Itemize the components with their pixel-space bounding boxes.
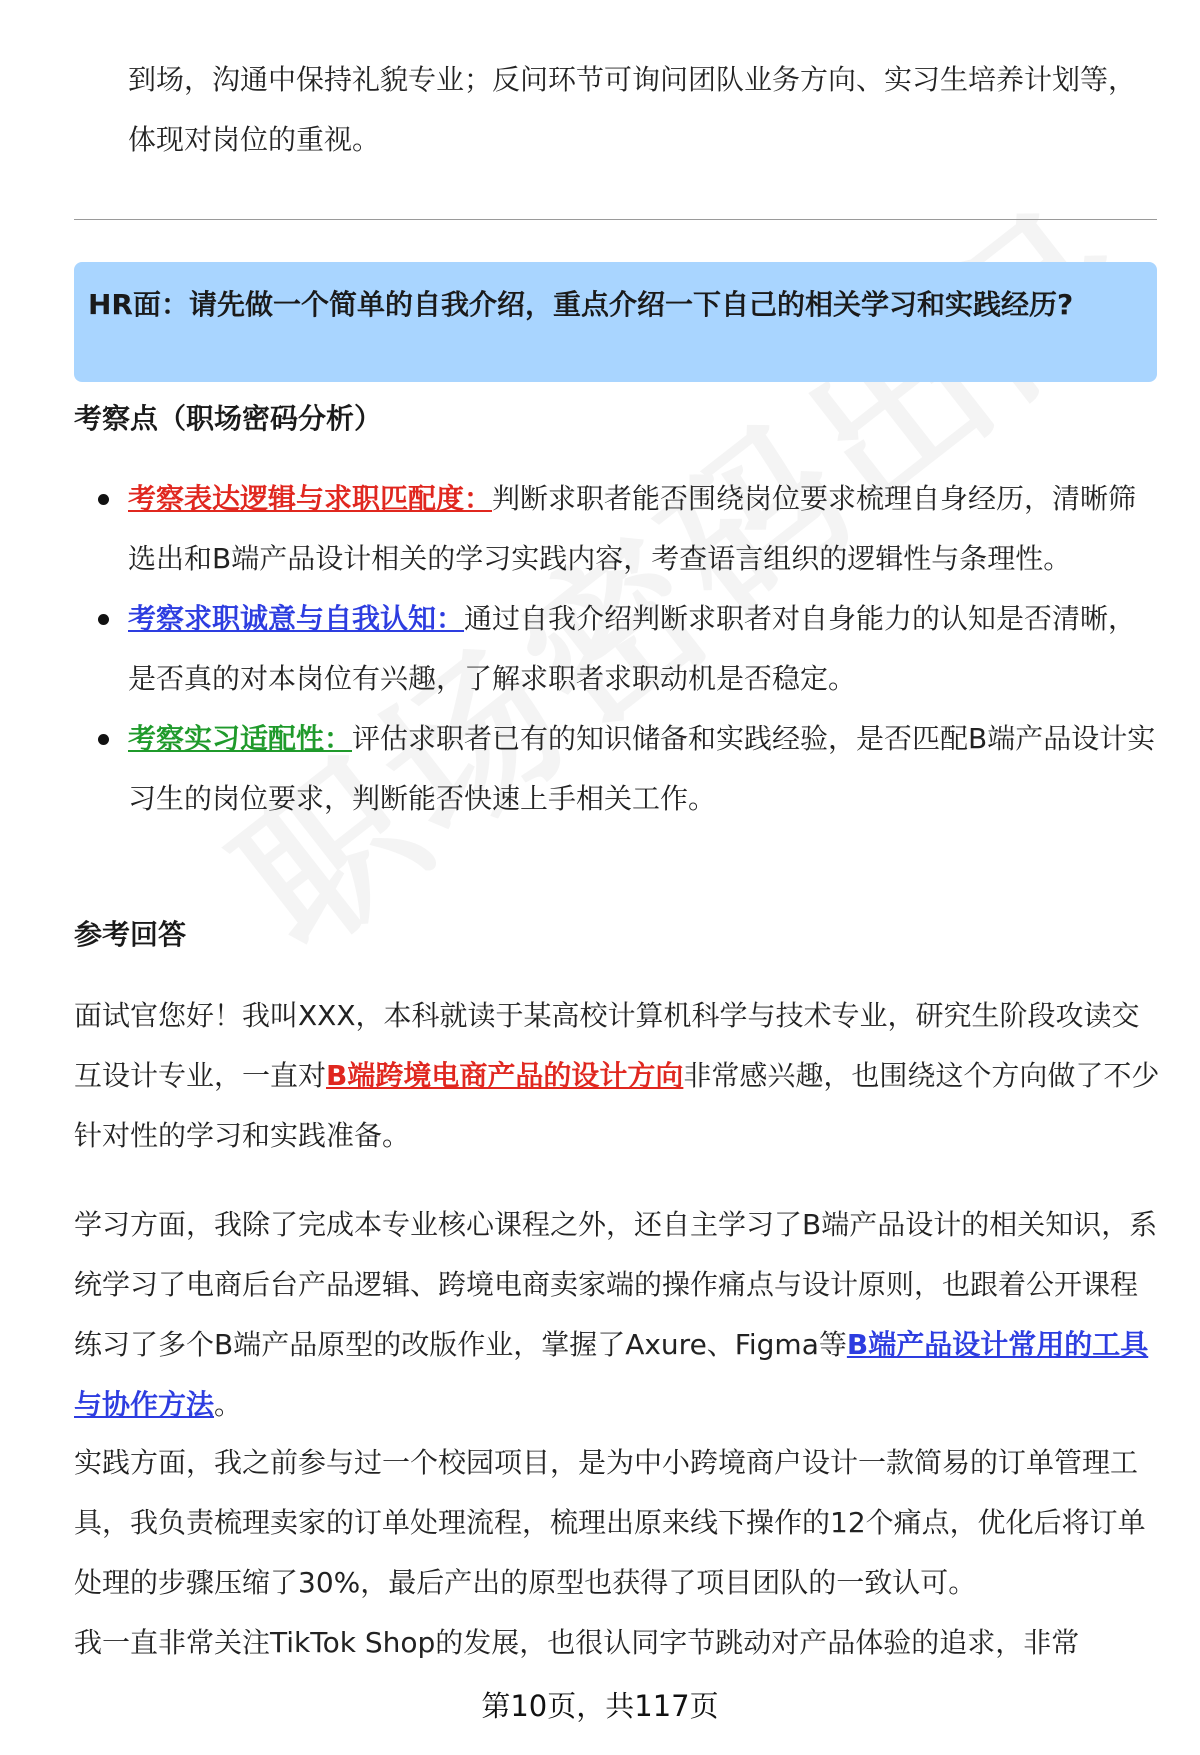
- answer-paragraph-practice: [74, 1433, 1164, 1673]
- list-item: [74, 469, 1159, 589]
- bullet-icon: [98, 734, 109, 745]
- answer-heading: 参考回答: [74, 918, 187, 951]
- answer-text: 我一直非常关注TikTok Shop的发展，也很认同字节跳动对产品体验的追求，非常: [74, 1626, 1080, 1659]
- list-item: [74, 709, 1159, 829]
- answer-highlight: B端跨境电商产品的设计方向: [326, 1059, 684, 1092]
- points-list: [74, 469, 1159, 829]
- answer-highlight: B端产品设计常用的工具与协作方法: [74, 1328, 1149, 1421]
- section-divider: [74, 219, 1157, 220]
- previous-paragraph: 到场，沟通中保持礼貌专业；反问环节可询问团队业务方向、实习生培养计划等，体现对岗位的重视。: [128, 63, 1137, 156]
- bullet-icon: [98, 614, 109, 625]
- page-number: 第10页，共117页: [481, 1689, 719, 1723]
- point-keyword: 考察表达逻辑与求职匹配度：: [128, 482, 493, 515]
- point-text: 评估求职者已有的知识储备和实践经验，是否匹配B端产品设计实习生的岗位要求，判断能否快速上手相关工作。: [128, 722, 1156, 815]
- points-heading: 考察点（职场密码分析）: [74, 402, 383, 435]
- answer-text: 学习方面，我除了完成本专业核心课程之外，还自主学习了B端产品设计的相关知识，系统学习了电商后台产品逻辑、跨境电商卖家端的操作痛点与设计原则，也跟着公开课程练习了多个B端产品原型的改版作业，掌握了Axure、Figma等: [74, 1208, 1158, 1361]
- bullet-icon: [98, 494, 109, 505]
- question-box: [74, 262, 1157, 382]
- answer-text: 。: [214, 1388, 243, 1421]
- point-keyword: 考察实习适配性：: [128, 722, 353, 755]
- point-text: 判断求职者能否围绕岗位要求梳理自身经历，清晰筛选出和B端产品设计相关的学习实践内容，考查语言组织的逻辑性与条理性。: [128, 482, 1137, 575]
- answer-text: 实践方面，我之前参与过一个校园项目，是为中小跨境商户设计一款简易的订单管理工具，我负责梳理卖家的订单处理流程，梳理出原来线下操作的12个痛点，优化后将订单处理的步骤压缩了30%，最后产出的原型也获得了项目团队的一致认可。: [74, 1446, 1146, 1599]
- list-item: [74, 589, 1159, 709]
- answer-text: 非常感兴趣，也围绕这个方向做了不少针对性的学习和实践准备。: [74, 1059, 1160, 1152]
- answer-paragraph-study: [74, 1195, 1164, 1435]
- point-text: 通过自我介绍判断求职者对自身能力的认知是否清晰，是否真的对本岗位有兴趣，了解求职者求职动机是否稳定。: [128, 602, 1137, 695]
- point-keyword: 考察求职诚意与自我认知：: [128, 602, 465, 635]
- answer-paragraph-intro: [74, 986, 1164, 1166]
- answer-text: 面试官您好！我叫XXX，本科就读于某高校计算机科学与技术专业，研究生阶段攻读交互设计专业，一直对: [74, 999, 1140, 1092]
- question-text: HR面：请先做一个简单的自我介绍，重点介绍一下自己的相关学习和实践经历?: [88, 288, 1074, 321]
